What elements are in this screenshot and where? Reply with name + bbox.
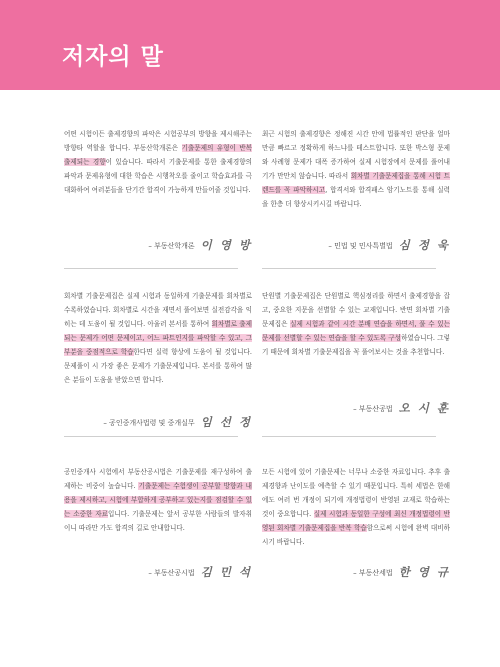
page-title: 저자의 말 bbox=[62, 44, 164, 70]
highlighted-text: 회차별로 출제되는 문제가 어떤 문제이고, 어느 파트인지를 파악할 수 있고, 그 부분을 중점적으로 학습 bbox=[64, 320, 252, 356]
divider bbox=[262, 436, 436, 437]
byline bbox=[353, 563, 450, 579]
note-paragraph bbox=[262, 465, 450, 549]
author-note-3 bbox=[64, 289, 252, 429]
paragraph-text: 모든 시험에 있어 기출문제는 너무나 소중한 자료입니다. 추후 출제경향과 난이도를 예측할 수 있기 때문입니다. 특히 세법은 한해에도 여러 번 개정이 되기에 개정법령이 반영된 교재로 학습하는 것이 중요합니다. bbox=[262, 468, 450, 518]
note-paragraph bbox=[64, 289, 252, 387]
author-role: – 부동산세법 bbox=[353, 569, 393, 577]
paragraph-text: 이 있습니다. 따라서 기출문제를 통한 출제경향의 파악과 문제유형에 대한 학습은 시행착오를 줄이고 학습효과를 극대화하여 여러분들을 단기간 합격이 가능하게 만들어줄 것입니다. bbox=[64, 158, 252, 194]
author-signature: 심 정 욱 bbox=[398, 238, 450, 252]
note-paragraph bbox=[64, 127, 252, 197]
author-role: – 부동산공시법 bbox=[148, 569, 195, 577]
paragraph-text: 함으로써 시험에 완벽 대비하시기 바랍니다. bbox=[262, 524, 450, 546]
author-role: – 공인중개사법령 및 중개실무 bbox=[103, 419, 195, 427]
byline bbox=[148, 236, 252, 252]
author-role: – 부동산학개론 bbox=[148, 242, 195, 250]
paragraph-text: 공인중개사 시험에서 부동산공시법은 기출문제를 재구성하여 출제하는 비중이 높습니다. bbox=[64, 468, 252, 490]
paragraph-text: 회차별 기출문제집은 실제 시험과 동일하게 기출문제를 회차별로 수록하였습니다. 회차별로 시간을 재면서 풀어보면 실전감각을 익히는 데 도움이 될 것입니다. 아울러 본서를 통하여 bbox=[64, 292, 252, 328]
divider bbox=[64, 436, 238, 437]
note-paragraph bbox=[262, 289, 450, 359]
note-paragraph bbox=[262, 127, 450, 211]
divider bbox=[262, 268, 436, 269]
author-note-2 bbox=[262, 127, 451, 252]
highlighted-text: 기출문제는 수험생이 공부할 방향과 내용을 제시하고, 시험에 부합하게 공부하고 있는지를 점검할 수 있는 소중한 자료 bbox=[64, 482, 252, 518]
paragraph-text: 어떤 시험이든 출제경향의 파악은 시험공부의 방향을 제시해주는 방향타 역할을 합니다. 부동산학개론은 bbox=[64, 130, 252, 152]
byline bbox=[148, 563, 252, 579]
paragraph-text: 하였습니다. 그렇기 때문에 회차별 기출문제집을 꼭 풀어보시는 것을 추천합니다. bbox=[262, 334, 450, 356]
highlighted-text: 회차별 기출문제집을 통해 시험 트렌드를 꼭 파악하시고 bbox=[262, 172, 451, 194]
author-signature: 한 영 규 bbox=[398, 565, 450, 579]
byline bbox=[103, 413, 252, 429]
paragraph-text: 최근 시험의 출제경향은 정해진 시간 안에 법률적인 판단을 얼마만큼 빠르고 정확하게 하느냐를 테스트합니다. 또한 박스형 문제와 사례형 문제가 대폭 증가하여 실제 시험장에서 문제를 풀어내기가 만만치 않습니다. 따라서 bbox=[262, 130, 450, 180]
author-note-4 bbox=[262, 289, 450, 415]
author-signature: 임 선 정 bbox=[200, 415, 252, 429]
header-banner bbox=[0, 0, 500, 90]
author-role: – 민법 및 민사특별법 bbox=[328, 242, 393, 250]
author-note-6 bbox=[262, 465, 450, 579]
author-note-1 bbox=[64, 127, 252, 252]
highlighted-text: 기출문제의 유형이 반복 출제되는 경향 bbox=[64, 144, 252, 166]
paragraph-text: 단원별 기출문제집은 단원별로 핵심정리를 하면서 출제경향을 잡고, 중요한 지문을 선별할 수 있는 교재입니다. 반면 회차별 기출문제집은 bbox=[262, 292, 450, 328]
divider bbox=[64, 268, 238, 269]
byline bbox=[353, 399, 450, 415]
paragraph-text: 한다면 실력 향상에 도움이 될 것입니다. 문제풀이 시 가장 좋은 문제가 기출문제입니다. 본서를 통하여 많은 분들이 도움을 받았으면 합니다. bbox=[64, 348, 252, 384]
author-role: – 부동산공법 bbox=[353, 405, 393, 413]
author-note-5 bbox=[64, 465, 252, 579]
note-paragraph bbox=[64, 465, 252, 535]
highlighted-text: 실제 시험과 같이 시간 분배 연습을 하면서, 풀 수 있는 문제를 선별할 수 있는 연습을 할 수 있도록 구성 bbox=[262, 320, 450, 342]
highlighted-text: 실제 시험과 동일한 구성에 최신 개정법령이 반영된 회차별 기출문제집을 반복 학습 bbox=[262, 510, 450, 532]
paragraph-text: 입니다. 기출문제는 앞서 공부한 사람들의 발자취이니 따라만 가도 합격의 길로 안내합니다. bbox=[64, 510, 252, 532]
author-signature: 이 영 방 bbox=[200, 238, 252, 252]
byline bbox=[328, 236, 450, 252]
paragraph-text: , 합격서와 합격패스 암기노트를 통해 실력을 한층 더 향상시키시길 바랍니다. bbox=[262, 186, 450, 208]
author-signature: 오 시 훈 bbox=[398, 401, 450, 415]
author-signature: 김 민 석 bbox=[200, 565, 252, 579]
